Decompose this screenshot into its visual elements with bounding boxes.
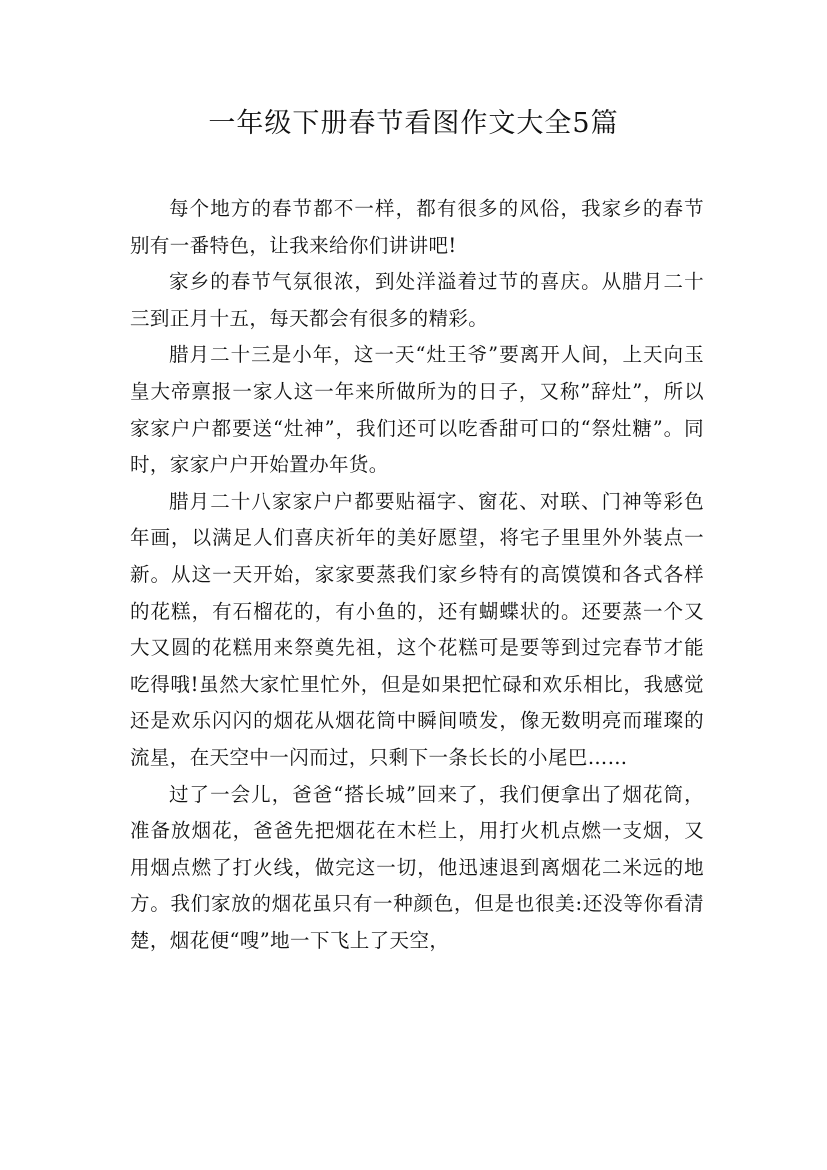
document-title: 一年级下册春节看图作文大全5篇	[208, 108, 619, 139]
paragraph-3: 腊月二十三是小年，这一天“灶王爷”要离开人间，上天向玉皇大帝禀报一家人这一年来所做所为的日子，又称”辞灶”，所以家家户户都要送“灶神”，我们还可以吃香甜可口的“祭灶糖”。同时，家家户户开始置办年货。	[130, 343, 704, 477]
paragraph-5: 过了一会儿，爸爸“搭长城”回来了，我们便拿出了烟花筒，准备放烟花，爸爸先把烟花在木栏上，用打火机点燃一支烟，又用烟点燃了打火线，做完这一切，他迅速退到离烟花二米远的地方。我们家放的烟花虽只有一种颜色，但是也很美:还没等你看清楚，烟花便“嗖”地一下飞上了天空，	[130, 782, 704, 952]
paragraph-2: 家乡的春节气氛很浓，到处洋溢着过节的喜庆。从腊月二十三到正月十五，每天都会有很多的精彩。	[130, 270, 704, 330]
document-body	[130, 191, 704, 959]
paragraph-1: 每个地方的春节都不一样，都有很多的风俗，我家乡的春节别有一番特色，让我来给你们讲讲吧!	[130, 197, 704, 257]
paragraph-4: 腊月二十八家家户户都要贴福字、窗花、对联、门神等彩色年画，以满足人们喜庆祈年的美好愿望，将宅子里里外外装点一新。从这一天开始，家家要蒸我们家乡特有的高馍馍和各式各样的花糕，有石榴花的，有小鱼的，还有蝴蝶状的。还要蒸一个又大又圆的花糕用来祭奠先祖，这个花糕可是要等到过完春节才能吃得哦!虽然大家忙里忙外，但是如果把忙碌和欢乐相比，我感觉还是欢乐闪闪的烟花从烟花筒中瞬间喷发，像无数明亮而璀璨的流星，在天空中一闪而过，只剩下一条长长的小尾巴……	[130, 489, 704, 769]
